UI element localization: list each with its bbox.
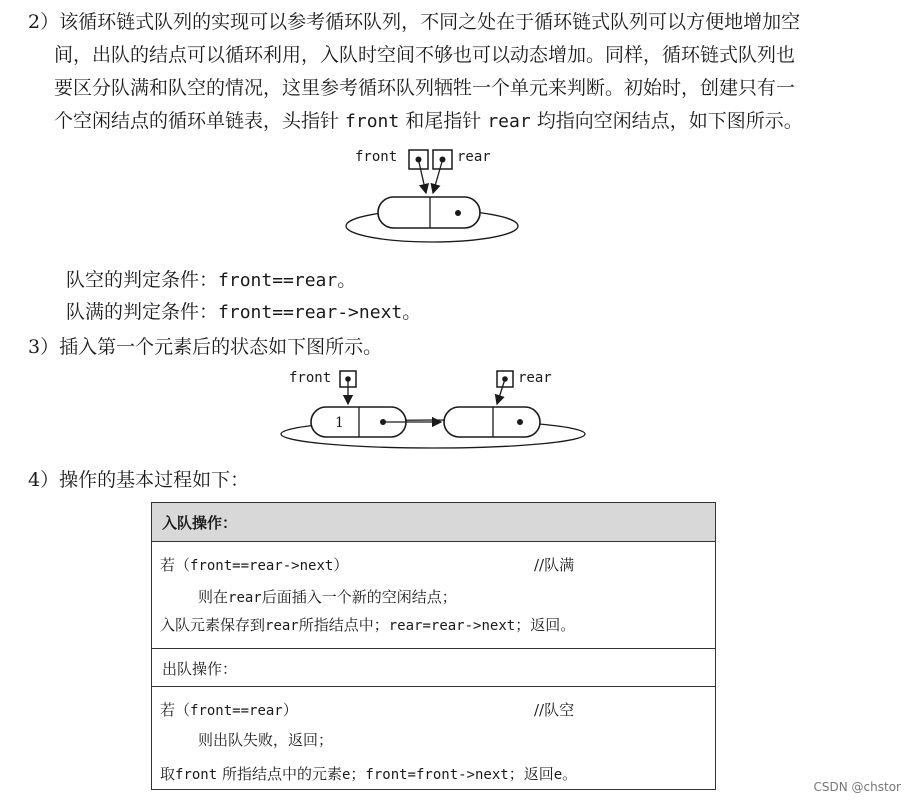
- enqueue-body: [152, 542, 715, 649]
- empty-condition: 队空的判定条件：front==rear。: [66, 269, 357, 291]
- enqueue-then: 则在rear后面插入一个新的空闲结点；: [198, 588, 457, 606]
- enqueue-title: 入队操作：: [162, 514, 238, 532]
- dequeue-comment: //队空: [534, 701, 575, 719]
- dequeue-fail: 则出队失败，返回；: [198, 731, 334, 749]
- rear-label-2: rear: [518, 370, 552, 386]
- enqueue-header: [152, 503, 715, 542]
- dequeue-header: [152, 649, 715, 687]
- full-condition: 队满的判定条件：front==rear->next。: [66, 301, 422, 323]
- enqueue-condition: 若（front==rear->next）: [160, 556, 349, 574]
- rear-label: rear: [457, 149, 491, 165]
- item-number: 2）: [28, 11, 60, 33]
- enqueue-comment: //队满: [534, 556, 575, 574]
- figure-one-element: [281, 370, 585, 448]
- para-line-3: 要区分队满和队空的情况，这里参考循环队列牺牲一个单元来判断。初始时，创建只有一: [54, 77, 796, 99]
- dequeue-title: 出队操作：: [162, 660, 238, 678]
- node-value: 1: [335, 415, 344, 431]
- enqueue-save: 入队元素保存到rear所指结点中；rear=rear->next；返回。: [160, 616, 576, 634]
- dequeue-condition: 若（front==rear）: [160, 701, 298, 719]
- front-label: front: [355, 149, 398, 165]
- free-node: [444, 407, 540, 437]
- step-3: 3）插入第一个元素后的状态如下图所示。: [28, 336, 383, 358]
- dequeue-take: 取front 所指结点中的元素e；front=front->next；返回e。: [160, 765, 578, 783]
- watermark: CSDN @chstor: [813, 780, 901, 794]
- para-line-1: 2）该循环链式队列的实现可以参考循环队列，不同之处在于循环链式队列可以方便地增加空: [28, 11, 801, 33]
- front-label-2: front: [289, 370, 332, 386]
- step-4: 4）操作的基本过程如下：: [28, 469, 250, 491]
- para-line-4: 个空闲结点的循环单链表，头指针 front 和尾指针 rear 均指向空闲结点，如下图所示。: [54, 110, 803, 132]
- para-line-2: 间，出队的结点可以循环利用，入队时空间不够也可以动态增加。同样，循环链式队列也: [54, 44, 796, 66]
- figure-empty-queue: [346, 149, 518, 242]
- empty-node: [378, 197, 480, 228]
- dequeue-body: [152, 687, 715, 791]
- operations-table: [151, 502, 716, 790]
